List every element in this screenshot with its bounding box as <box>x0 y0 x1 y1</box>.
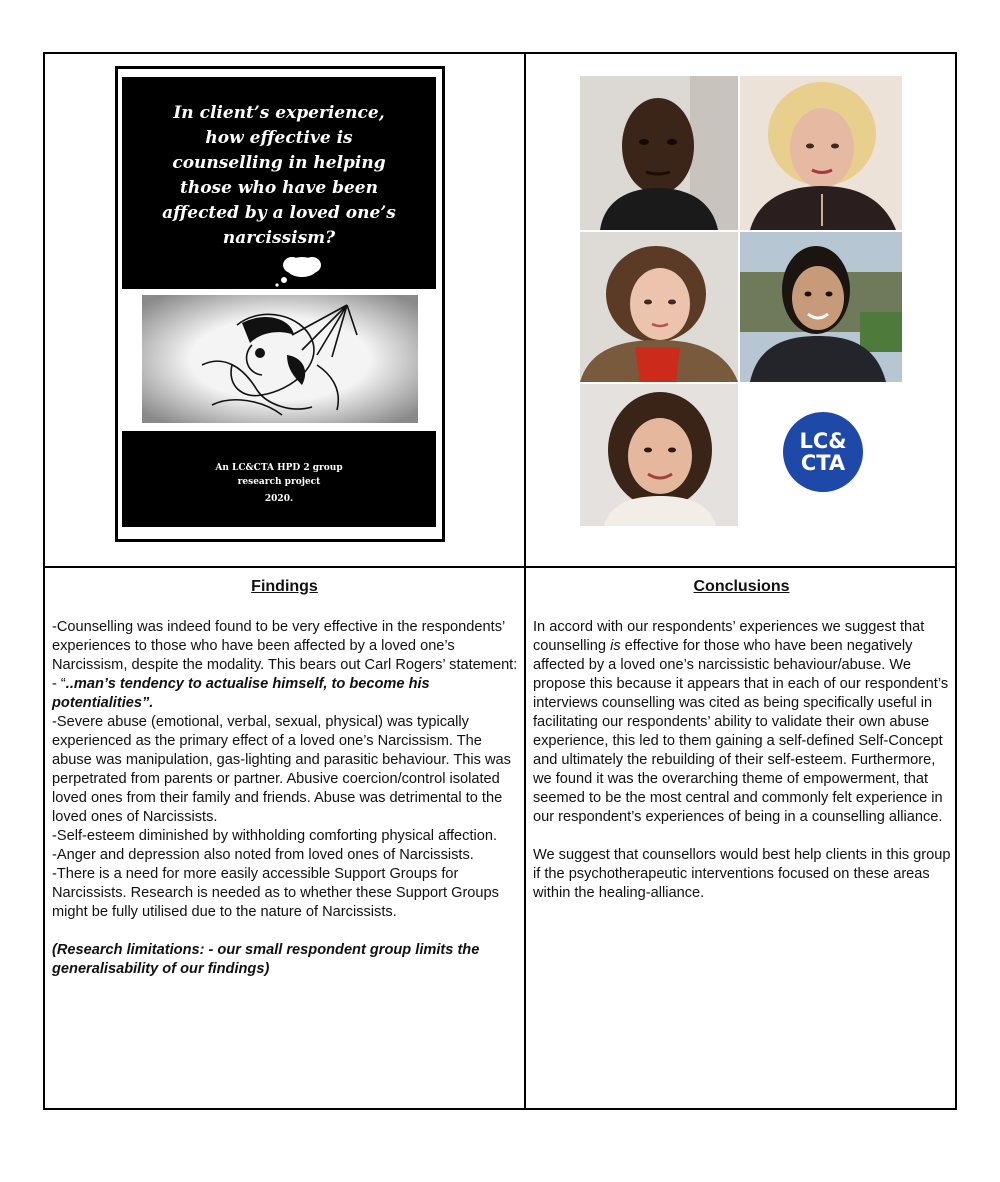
lc-cta-logo <box>783 412 863 492</box>
poster-question-line: affected by a loved one’s <box>162 203 396 223</box>
findings-text: -Counselling was indeed found to be very effective in the respondents’ experiences to those who have been affected by a loved one’s Narcissism, despite the modality. This bears out Carl Rogers’ statement: - “ <box>52 619 518 692</box>
team-member-photo <box>740 232 902 382</box>
poster-question <box>122 77 436 251</box>
logo-text-line: LC& <box>799 429 847 453</box>
team-photos-cell <box>526 54 957 566</box>
conclusions-title: Conclusions <box>693 578 790 595</box>
poster-question-line: In client’s experience, <box>173 103 385 123</box>
findings-paragraph: -Severe abuse (emotional, verbal, sexual, physical) was typically experienced as the primary effect of a loved one’s Narcissism. The abuse was manipulation, gas-lighting and parasitic behaviour. This was perpetrated from parents or partner. Abusive coercion/control isolated loved ones from their family and friends. Abuse was detrimental to the loved ones of Narcissists. <box>52 714 511 825</box>
findings-cell <box>45 568 524 1110</box>
team-member-photo <box>580 76 738 230</box>
line-drawing-figure <box>142 295 418 423</box>
poster-question-line: how effective is <box>205 128 353 148</box>
spacer <box>533 827 951 846</box>
team-member-photo <box>580 384 738 526</box>
spacer <box>52 922 518 941</box>
findings-paragraph: -Anger and depression also noted from loved ones of Narcissists. <box>52 847 474 863</box>
conclusions-paragraph: We suggest that counsellors would best help clients in this group if the psychotherapeutic interventions focused on these areas within the healing-alliance. <box>533 847 951 901</box>
poster-year: 2020. <box>264 494 294 504</box>
layout-grid <box>43 52 957 1110</box>
findings-title: Findings <box>251 578 318 595</box>
poster-question-line: narcissism? <box>222 228 336 248</box>
rogers-quote: ..man’s tendency to actualise himself, to become his potentialities”. <box>52 676 430 711</box>
findings-body <box>52 618 518 979</box>
research-limitations: (Research limitations: - our small respondent group limits the generalisability of our findings) <box>52 942 480 977</box>
research-poster <box>115 66 445 542</box>
poster-credit-panel <box>122 431 436 527</box>
poster-question-line: counselling in helping <box>172 153 386 173</box>
conclusions-body <box>533 618 951 903</box>
findings-paragraph <box>52 618 518 713</box>
conclusions-text: In accord with our respondents’ experiences we suggest that counselling <box>533 619 925 654</box>
poster-question-line: those who have been <box>180 178 378 198</box>
conclusions-paragraph <box>533 618 951 827</box>
poster-artwork <box>142 295 418 423</box>
poster-question-panel <box>122 77 436 289</box>
conclusions-cell <box>526 568 957 1110</box>
poster-cell <box>45 54 524 566</box>
poster-credit-line: An LC&CTA HPD 2 group <box>215 463 343 473</box>
conclusions-text: effective for those who have been negatively affected by a loved one’s narcissistic behaviour/abuse. We propose this because it appears that in each of our respondent’s interviews counselling was cited as being specifically useful in facilitating our respondents’ ability to validate their own abuse experience, this led to them gaining a self-defined Self-Concept and ultimately the rebuilding of their self-esteem. Furthermore, we found it was the overarching theme of empowerment, that seemed to be the most central and commonly felt experience in our respondent’s experiences of being in a counselling alliance. <box>533 638 949 825</box>
logo-text-line: CTA <box>800 451 846 475</box>
findings-paragraph: -There is a need for more easily accessible Support Groups for Narcissists. Research is needed as to whether these Support Groups might be fully utilised due to the nature of Narcissists. <box>52 866 499 920</box>
thought-bubble-icon <box>266 253 326 289</box>
team-member-photo <box>580 232 738 382</box>
poster-credit-line: research project <box>237 477 321 487</box>
team-member-photo <box>740 76 902 230</box>
emphasis-is: is <box>610 638 621 654</box>
findings-paragraph: -Self-esteem diminished by withholding comforting physical affection. <box>52 828 498 844</box>
